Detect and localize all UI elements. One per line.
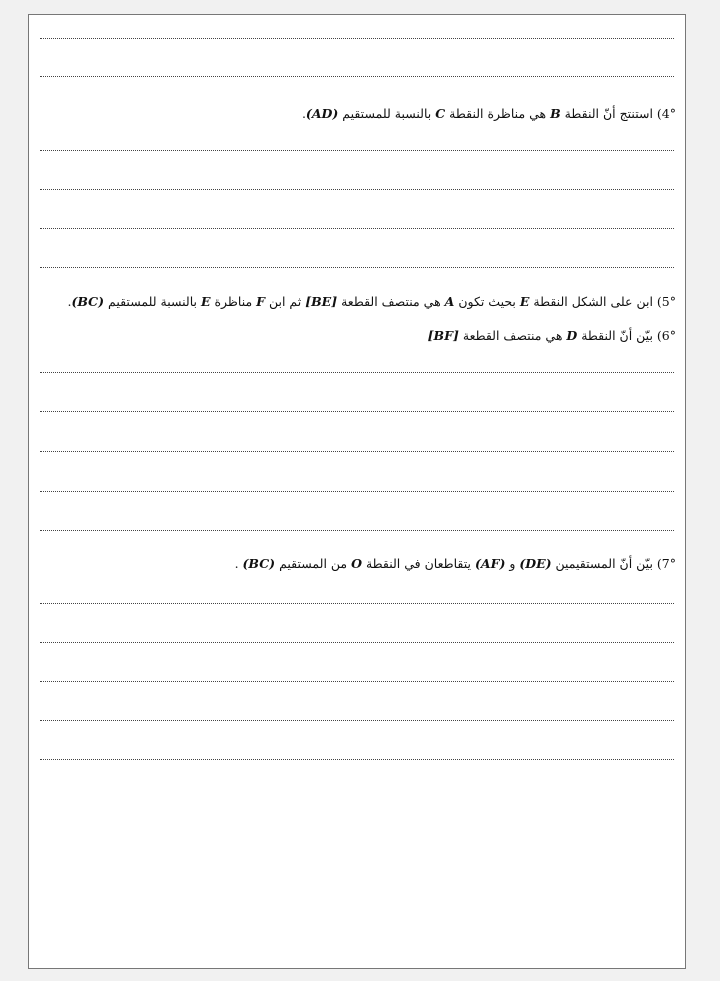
question-number: 6°)	[656, 328, 676, 343]
answer-line[interactable]	[40, 642, 674, 643]
question-text: بيّن أنّ المستقيمين	[551, 556, 657, 571]
question-text: من المستقيم	[275, 556, 352, 571]
question-text: ابن على الشكل النقطة	[529, 294, 657, 309]
math-symbol: (AD)	[305, 106, 339, 121]
question-text: .	[301, 106, 306, 121]
question-text: و	[505, 556, 520, 571]
math-symbol: C	[435, 106, 446, 121]
math-symbol: (BC)	[71, 294, 105, 309]
answer-line[interactable]	[40, 530, 674, 531]
math-symbol: B	[550, 106, 561, 121]
question-5	[67, 294, 676, 309]
question-text: مناظرة	[210, 294, 257, 309]
question-text: بالنسبة للمستقيم	[338, 106, 436, 121]
math-symbol: O	[351, 556, 362, 571]
answer-line[interactable]	[40, 150, 674, 151]
question-number: 4°)	[656, 106, 676, 121]
math-symbol: (AF)	[474, 556, 506, 571]
math-symbol: [BE]	[305, 294, 338, 309]
math-symbol: E	[200, 294, 211, 309]
math-symbol: F	[256, 294, 266, 309]
math-symbol: [BF]	[427, 328, 459, 343]
question-text: استنتج أنّ النقطة	[560, 106, 657, 121]
answer-line[interactable]	[40, 451, 674, 452]
math-symbol: E	[519, 294, 530, 309]
math-symbol: A	[444, 294, 455, 309]
question-text: بالنسبة للمستقيم	[104, 294, 201, 309]
question-6	[428, 328, 676, 343]
answer-line[interactable]	[40, 491, 674, 492]
answer-line[interactable]	[40, 681, 674, 682]
question-7	[235, 556, 676, 571]
question-number: 7°)	[656, 556, 676, 571]
answer-line[interactable]	[40, 267, 674, 268]
math-symbol: (BC)	[242, 556, 276, 571]
question-text: يتقاطعان في النقطة	[361, 556, 475, 571]
question-number: 5°)	[656, 294, 676, 309]
question-text: بيّن أنّ النقطة	[577, 328, 657, 343]
math-symbol: (DE)	[519, 556, 552, 571]
answer-line[interactable]	[40, 189, 674, 190]
answer-line[interactable]	[40, 603, 674, 604]
question-text: هي مناظرة النقطة	[445, 106, 551, 121]
answer-line[interactable]	[40, 228, 674, 229]
answer-line[interactable]	[40, 720, 674, 721]
question-text: هي منتصف القطعة	[337, 294, 445, 309]
answer-line[interactable]	[40, 411, 674, 412]
question-4	[302, 106, 676, 121]
answer-line[interactable]	[40, 38, 674, 39]
question-text: .	[67, 294, 72, 309]
question-text: .	[234, 556, 243, 571]
answer-line[interactable]	[40, 76, 674, 77]
math-symbol: D	[566, 328, 578, 343]
question-text: بحيث تكون	[454, 294, 520, 309]
question-text: هي منتصف القطعة	[458, 328, 567, 343]
answer-line[interactable]	[40, 759, 674, 760]
question-text: ثم ابن	[265, 294, 306, 309]
answer-line[interactable]	[40, 372, 674, 373]
